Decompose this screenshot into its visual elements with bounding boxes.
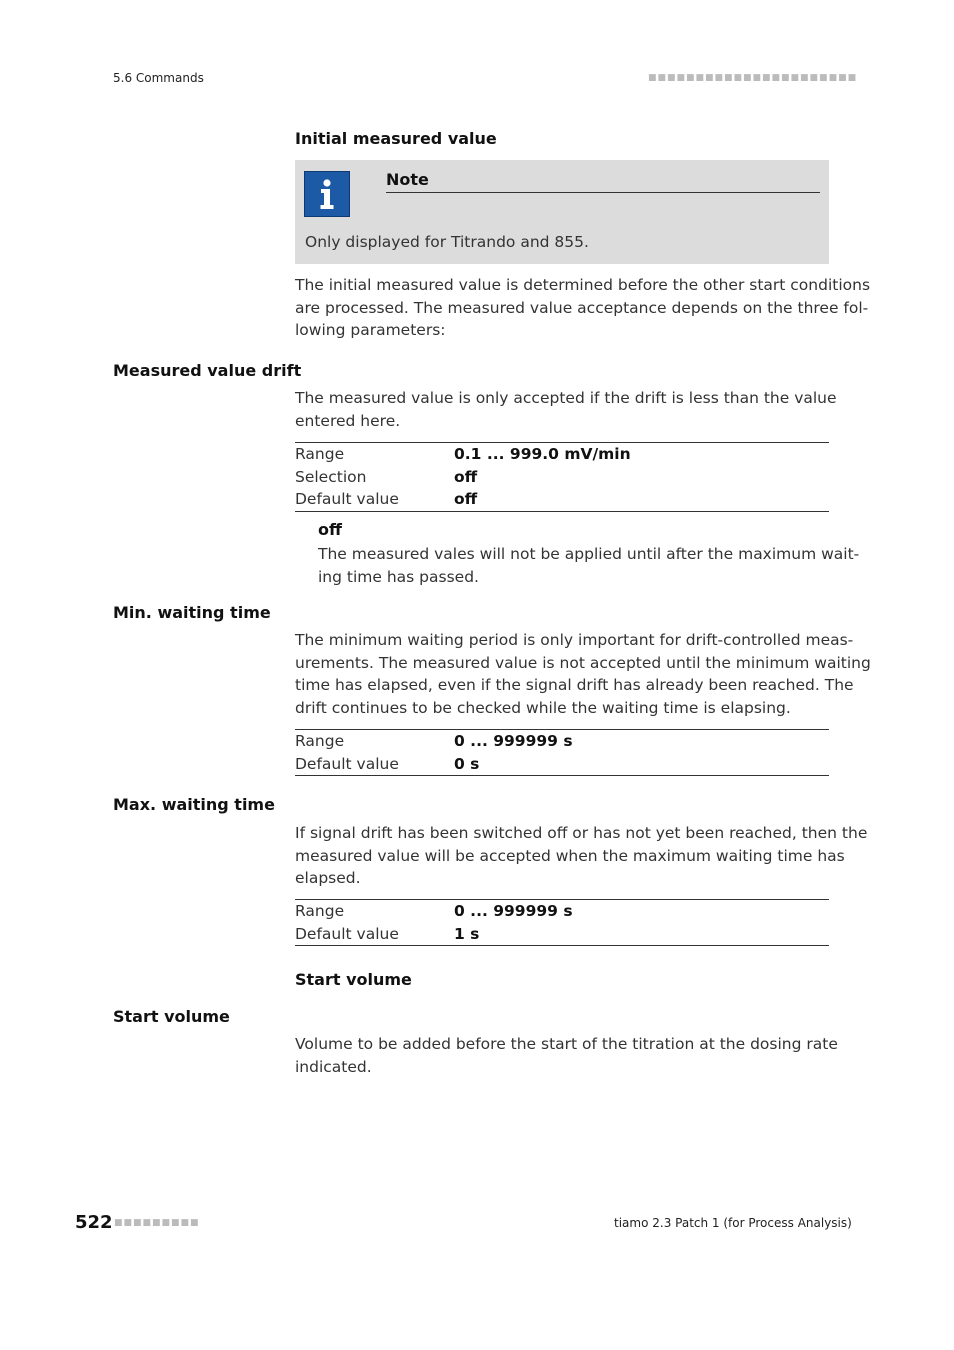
text-line: are processed. The measured value acceptance depends on the three fol-	[295, 298, 869, 317]
note-divider	[386, 192, 820, 193]
text-line: Volume to be added before the start of the titration at the dosing rate	[295, 1035, 838, 1053]
param-value: 1 s	[454, 924, 480, 943]
param-value: off	[454, 467, 478, 486]
param-label: Selection	[295, 467, 367, 486]
running-header-section: 5.6 Commands	[113, 71, 204, 85]
param-label: Range	[295, 732, 345, 751]
param-label: Default value	[295, 490, 399, 509]
table-row	[295, 488, 829, 511]
text-line: urements. The measured value is not accepted until the minimum waiting	[295, 653, 871, 672]
table-row	[295, 466, 829, 489]
startvol-paragraph	[295, 1033, 838, 1078]
param-value: 0 ... 999999 s	[454, 732, 573, 751]
text-line: time has elapsed, even if the signal drift has already been reached. The	[295, 676, 854, 694]
side-heading-start-volume: Start volume	[113, 1007, 230, 1026]
minwait-paragraph	[295, 629, 871, 719]
param-value: 0 ... 999999 s	[454, 902, 573, 921]
table-row	[295, 443, 829, 466]
text-line: entered here.	[295, 411, 401, 430]
param-value: 0 s	[454, 754, 480, 773]
side-heading-drift: Measured value drift	[113, 361, 302, 380]
maxwait-paragraph	[295, 822, 867, 890]
text-line: The minimum waiting period is only important for drift-controlled meas-	[295, 631, 854, 649]
info-icon-glyph	[305, 172, 349, 216]
maxwait-parameter-table	[295, 899, 829, 946]
text-line: The measured value is only accepted if the drift is less than the value	[295, 389, 837, 407]
note-title: Note	[386, 170, 429, 189]
option-description	[318, 543, 859, 588]
side-heading-min-waiting: Min. waiting time	[113, 603, 271, 622]
param-label: Default value	[295, 754, 399, 773]
param-value: off	[454, 490, 478, 509]
section-title-initial: Initial measured value	[295, 129, 497, 148]
text-line: The initial measured value is determined before the other start conditions	[295, 276, 871, 294]
drift-paragraph	[295, 387, 837, 432]
footer-dots: ■■■■■■■■■	[114, 1218, 200, 1228]
table-row	[295, 900, 829, 923]
info-icon	[304, 171, 350, 217]
table-row	[295, 923, 829, 946]
param-label: Range	[295, 902, 345, 921]
minwait-parameter-table	[295, 729, 829, 776]
text-line: indicated.	[295, 1057, 372, 1076]
note-text: Only displayed for Titrando and 855.	[305, 233, 589, 251]
drift-parameter-table	[295, 442, 829, 512]
text-line: elapsed.	[295, 869, 361, 887]
header-dots: ■■■■■■■■■■■■■■■■■■■■■■	[648, 73, 858, 83]
text-line: If signal drift has been switched off or has not yet been reached, then the	[295, 824, 868, 842]
text-line: drift continues to be checked while the waiting time is elapsing.	[295, 698, 791, 717]
param-label: Default value	[295, 924, 399, 943]
page-number: 522	[75, 1212, 113, 1233]
table-row	[295, 730, 829, 753]
param-label: Range	[295, 445, 345, 464]
footer-product-name: tiamo 2.3 Patch 1 (for Process Analysis)	[614, 1216, 852, 1230]
section-title-start-volume: Start volume	[295, 970, 412, 989]
param-value: 0.1 ... 999.0 mV/min	[454, 445, 631, 464]
side-heading-max-waiting: Max. waiting time	[113, 795, 275, 814]
table-row	[295, 753, 829, 776]
text-line: measured value will be accepted when the maximum waiting time has	[295, 846, 845, 865]
option-title-off: off	[318, 520, 342, 539]
initial-paragraph	[295, 274, 870, 342]
text-line: lowing parameters:	[295, 321, 446, 339]
text-line: The measured vales will not be applied until after the maximum wait-	[318, 545, 860, 563]
text-line: ing time has passed.	[318, 567, 479, 586]
